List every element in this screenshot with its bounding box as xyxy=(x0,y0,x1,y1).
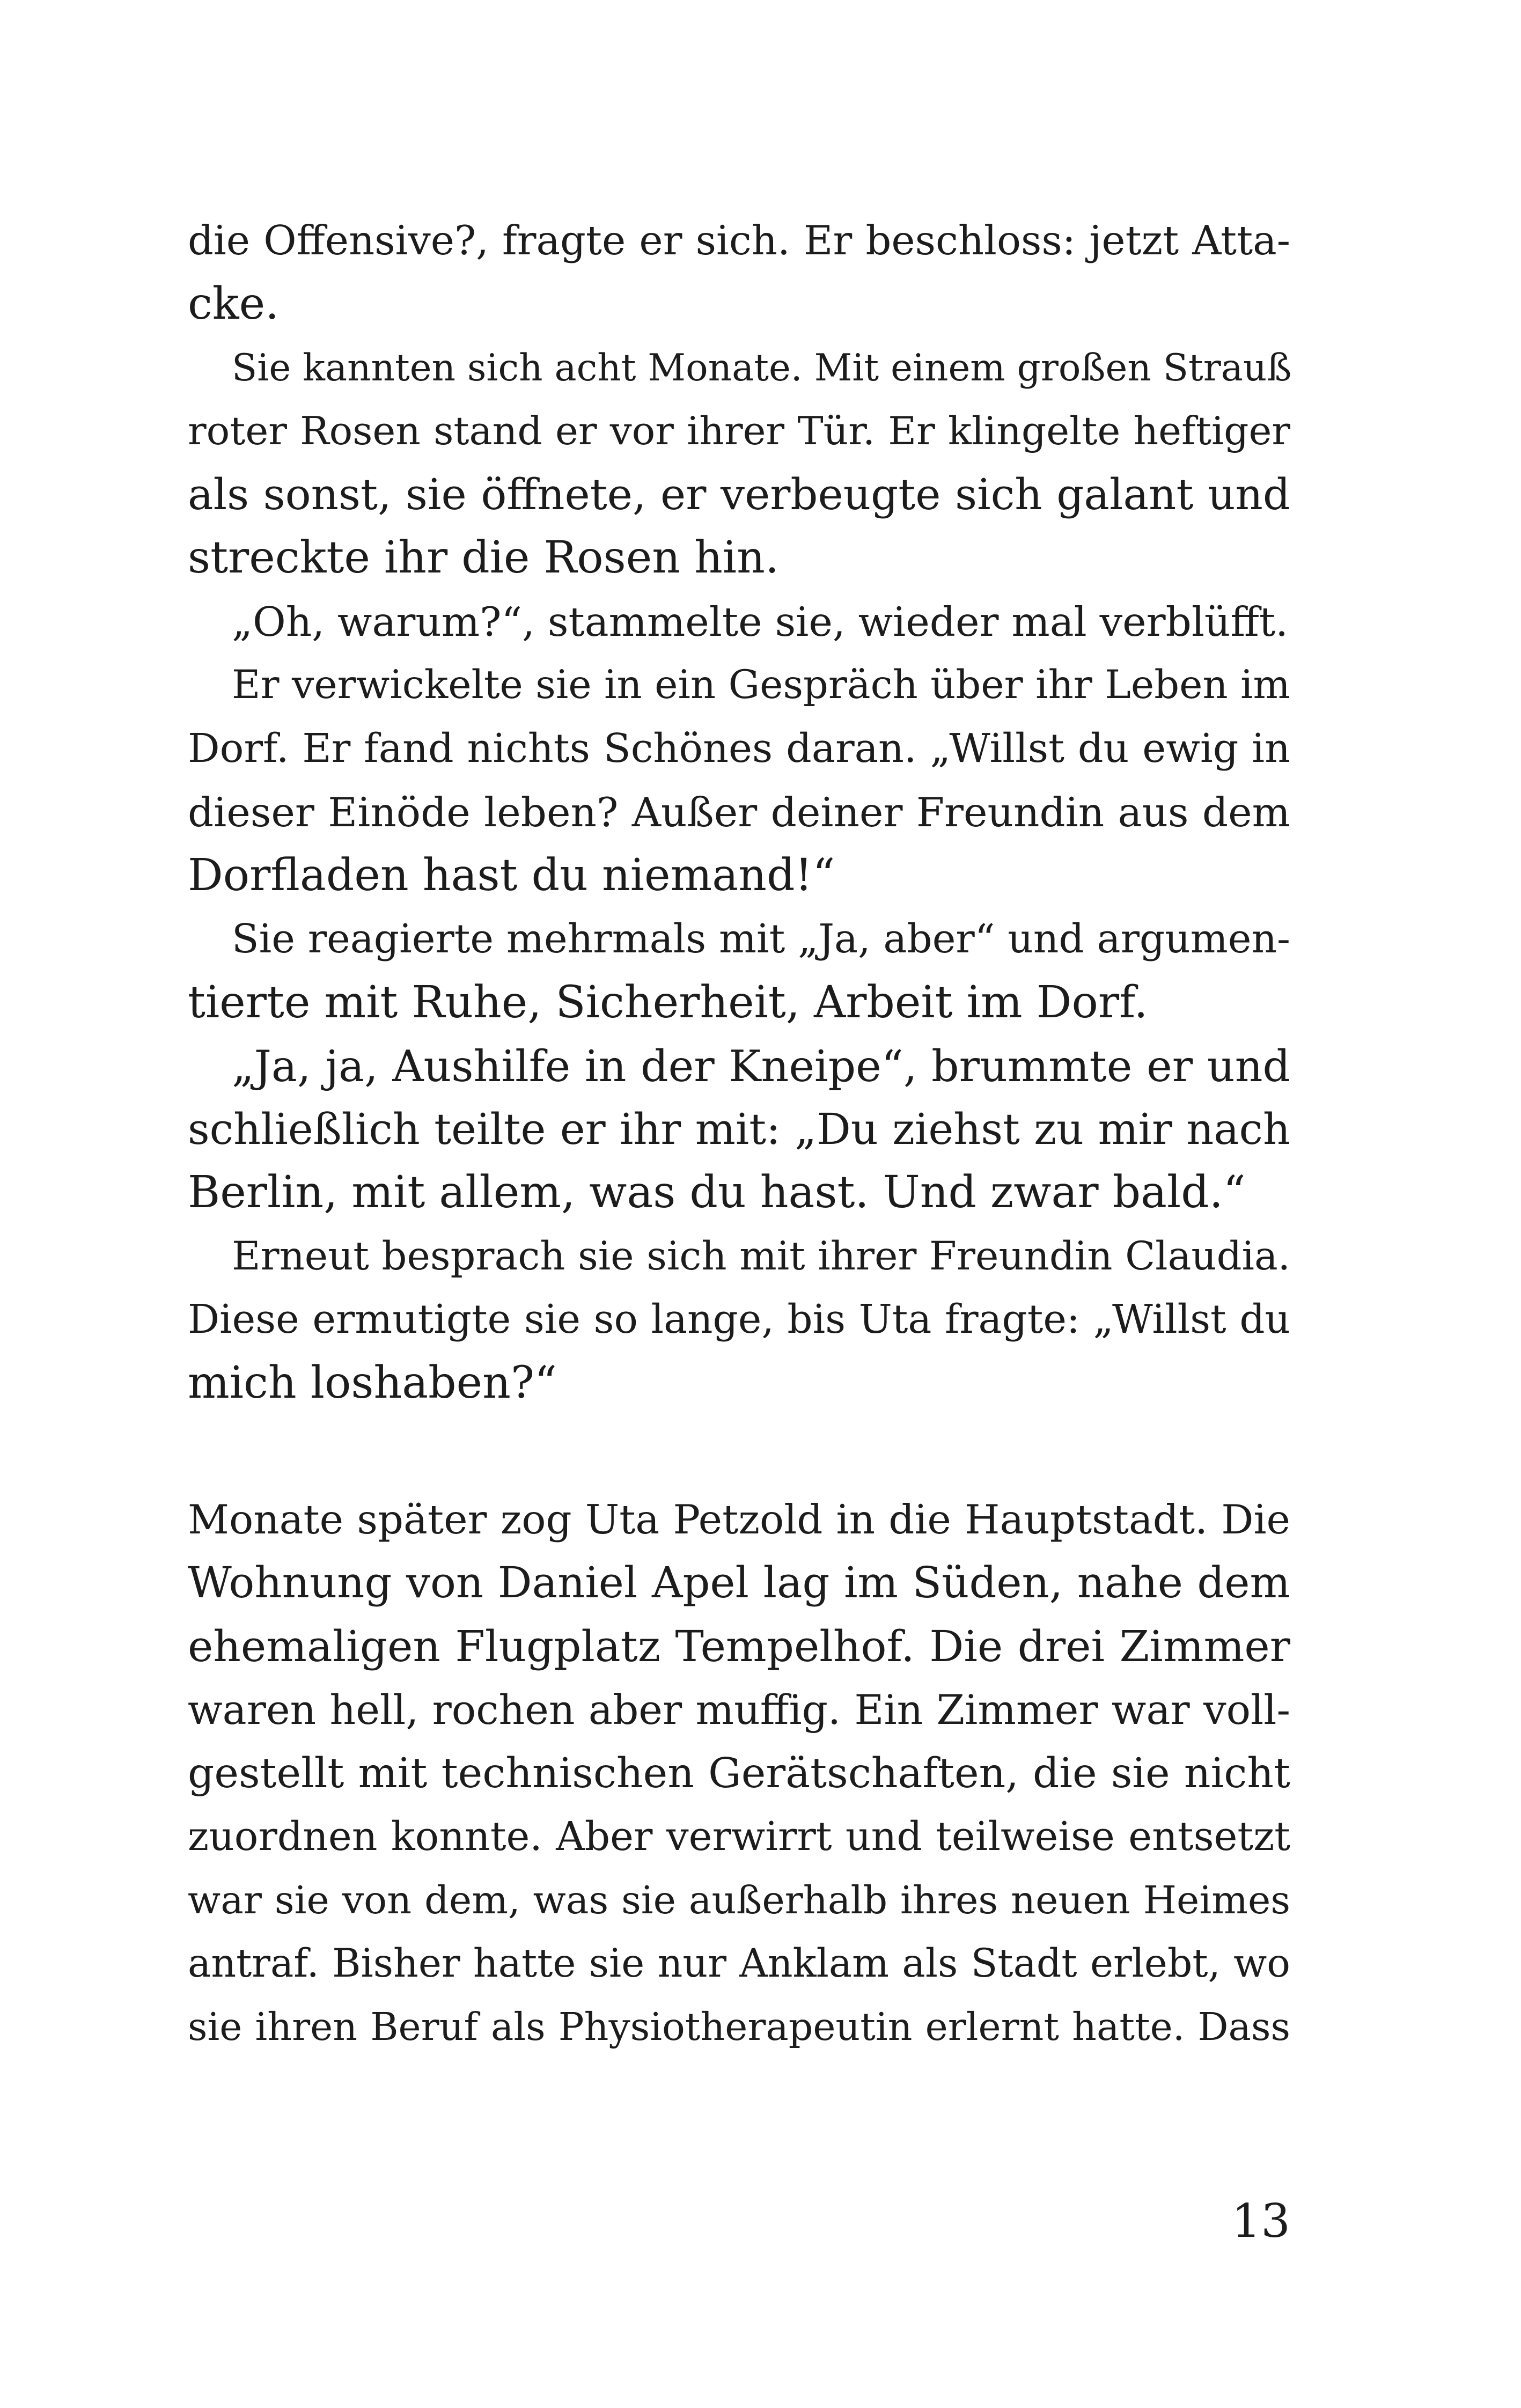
text-block-1 xyxy=(188,209,1290,1415)
block-2-line: ehemaligen Flugplatz Tempelhof. Die drei Zimmer xyxy=(188,1621,1290,1671)
block-2-line: gestellt mit technischen Gerätschaften, die sie nicht xyxy=(188,1749,1290,1798)
block-2-line: zuordnen konnte. Aber verwirrt und teilweise entsetzt xyxy=(188,1814,1290,1860)
block-1-line: streckte ihr die Rosen hin. xyxy=(188,532,780,584)
text-block-2 xyxy=(188,1488,1290,2059)
block-2-line: war sie von dem, was sie außerhalb ihres neuen Heimes xyxy=(188,1877,1290,1922)
block-1-line: die Offensive?, fragte er sich. Er beschloss: jetzt Atta- xyxy=(188,217,1290,264)
block-2-line: sie ihren Beruf als Physiotherapeutin erlernt hatte. Dass xyxy=(188,2005,1290,2050)
block-1-line: Sie reagierte mehrmals mit „Ja, aber“ und argumen- xyxy=(232,916,1290,963)
block-1-line: Dorfladen hast du niemand!“ xyxy=(188,849,835,901)
block-1-line: „Oh, warum?“, stammelte sie, wieder mal verblüfft. xyxy=(232,598,1289,645)
block-1-line: Er verwickelte sie in ein Gespräch über ihr Leben im xyxy=(232,662,1290,708)
block-1-line: tierte mit Ruhe, Sicherheit, Arbeit im Dorf. xyxy=(188,977,1148,1028)
block-1-line: Sie kannten sich acht Monate. Mit einem großen Strauß xyxy=(232,346,1292,390)
block-1-line: roter Rosen stand er vor ihrer Tür. Er klingelte heftiger xyxy=(188,408,1290,454)
block-1-line: als sonst, sie öffnete, er verbeugte sich galant und xyxy=(188,469,1290,520)
page-number: 13 xyxy=(1231,2194,1290,2248)
block-1-line: dieser Einöde leben? Außer deiner Freundin aus dem xyxy=(188,788,1290,836)
block-1-line: „Ja, ja, Aushilfe in der Kneipe“, brummte er und xyxy=(232,1040,1290,1091)
block-2-line: Monate später zog Uta Petzold in die Hauptstadt. Die xyxy=(188,1496,1290,1543)
block-1-line: Berlin, mit allem, was du hast. Und zwar bald.“ xyxy=(188,1167,1246,1218)
block-1-line: cke. xyxy=(188,278,280,330)
block-1-line: Diese ermutigte sie so lange, bis Uta fragte: „Willst du xyxy=(188,1297,1290,1343)
block-2-line: waren hell, rochen aber muffig. Ein Zimmer war voll- xyxy=(188,1686,1290,1734)
block-1-line: Erneut besprach sie sich mit ihrer Freundin Claudia. xyxy=(232,1233,1290,1279)
block-1-line: mich loshaben?“ xyxy=(188,1357,557,1409)
block-2-line: antraf. Bisher hatte sie nur Anklam als Stadt erlebt, wo xyxy=(188,1941,1290,1987)
block-1-line: Dorf. Er fand nichts Schönes daran. „Willst du ewig in xyxy=(188,725,1290,772)
block-2-line: Wohnung von Daniel Apel lag im Süden, nahe dem xyxy=(188,1558,1290,1608)
block-1-line: schließlich teilte er ihr mit: „Du ziehst zu mir nach xyxy=(188,1104,1290,1155)
